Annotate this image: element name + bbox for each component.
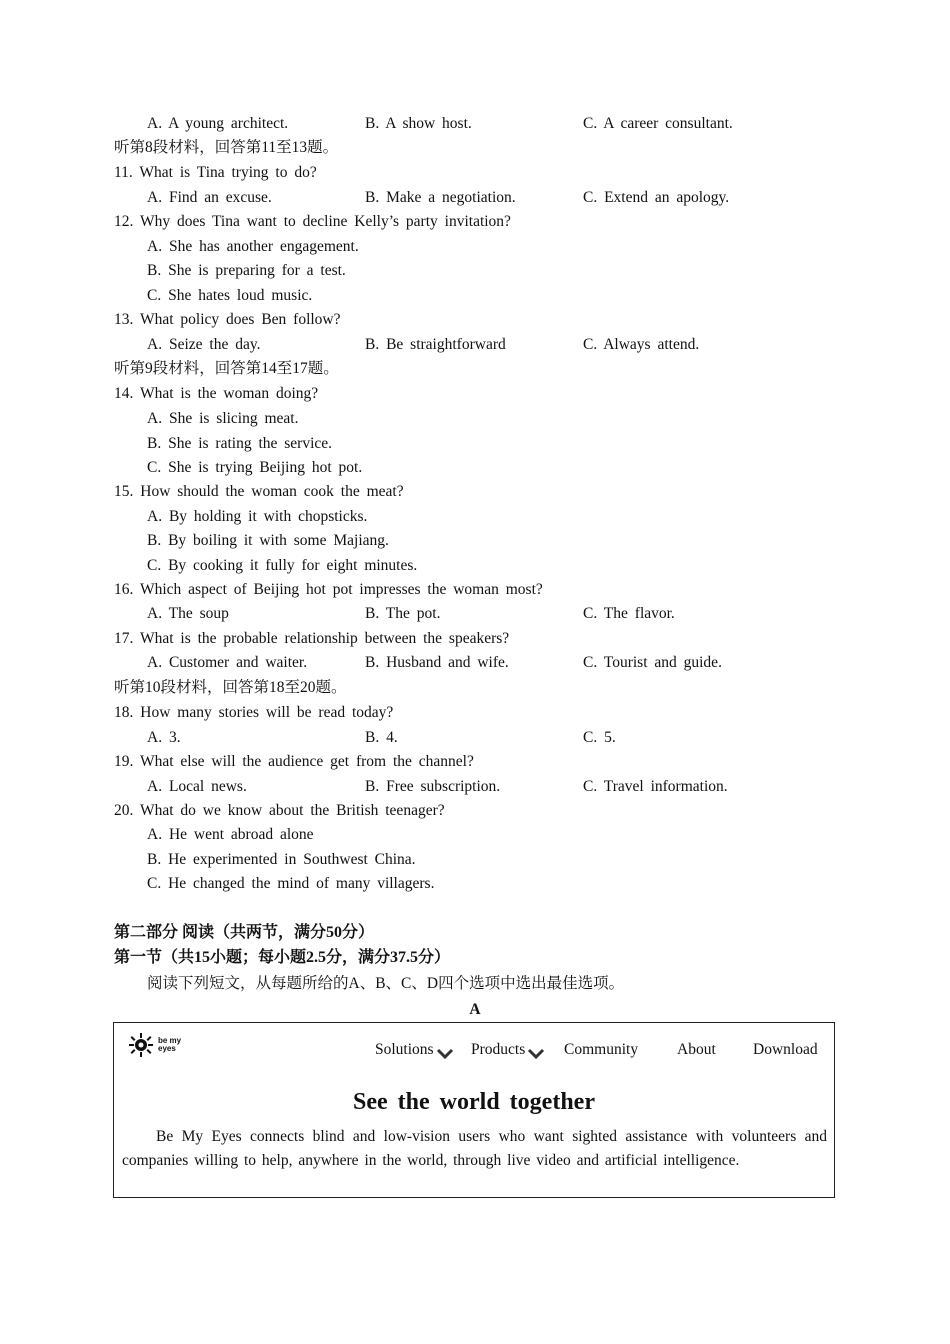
q18-option-b[interactable]: B. 4. [365, 729, 398, 746]
section-10-instruction: 听第10段材料，回答第18至20题。 [114, 679, 347, 696]
q17-option-c[interactable]: C. Tourist and guide. [583, 654, 722, 671]
q14-option-a[interactable]: A. She is slicing meat. [147, 410, 299, 427]
q20-option-b[interactable]: B. He experimented in Southwest China. [147, 851, 416, 868]
q14-stem: 14. What is the woman doing? [114, 385, 319, 402]
section-9-instruction: 听第9段材料，回答第14至17题。 [114, 360, 339, 377]
q18-option-c[interactable]: C. 5. [583, 729, 616, 746]
q15-option-b[interactable]: B. By boiling it with some Majiang. [147, 532, 389, 549]
logo-eye-icon [128, 1032, 154, 1058]
q20-option-c[interactable]: C. He changed the mind of many villagers. [147, 875, 435, 892]
q12-option-a[interactable]: A. She has another engagement. [147, 238, 359, 255]
q16-option-a[interactable]: A. The soup [147, 605, 229, 622]
q13-option-c[interactable]: C. Always attend. [583, 336, 700, 353]
q16-option-b[interactable]: B. The pot. [365, 605, 441, 622]
q17-option-b[interactable]: B. Husband and wife. [365, 654, 509, 671]
q11-stem: 11. What is Tina trying to do? [114, 164, 317, 181]
section-8-instruction: 听第8段材料，回答第11至13题。 [114, 139, 339, 156]
logo-text-line2: eyes [158, 1044, 176, 1053]
q13-option-b[interactable]: B. Be straightforward [365, 336, 506, 353]
nav-about[interactable]: About [677, 1041, 716, 1058]
q11-option-c[interactable]: C. Extend an apology. [583, 189, 730, 206]
part2-title: 第二部分 阅读（共两节，满分50分） [114, 924, 375, 941]
nav-solutions[interactable] [375, 1040, 454, 1060]
nav-download[interactable]: Download [753, 1041, 818, 1058]
q16-option-c[interactable]: C. The flavor. [583, 605, 675, 622]
logo-text-line1: be my [158, 1036, 182, 1045]
q16-stem: 16. Which aspect of Beijing hot pot impresses the woman most? [114, 581, 543, 598]
ad-box [113, 1022, 835, 1198]
q17-option-a[interactable]: A. Customer and waiter. [147, 654, 308, 671]
part2-instruction: 阅读下列短文，从每题所给的A、B、C、D四个选项中选出最佳选项。 [147, 975, 625, 992]
q20-option-a[interactable]: A. He went abroad alone [147, 826, 314, 843]
q12-option-b[interactable]: B. She is preparing for a test. [147, 262, 346, 279]
be-my-eyes-logo[interactable] [128, 1031, 181, 1059]
q18-stem: 18. How many stories will be read today? [114, 704, 394, 721]
q15-option-a[interactable]: A. By holding it with chopsticks. [147, 508, 368, 525]
chevron-down-icon [527, 1046, 545, 1060]
q19-stem: 19. What else will the audience get from the channel? [114, 753, 474, 770]
ad-title: See the world together [353, 1089, 595, 1115]
nav-community[interactable]: Community [564, 1041, 639, 1058]
q10-option-b[interactable]: B. A show host. [365, 115, 472, 132]
ad-description: Be My Eyes connects blind and low-vision users who want sighted assistance with volunteers and companies willing to help, anywhere in the world, through live video and artificial intelligence. [122, 1128, 827, 1169]
q12-stem: 12. Why does Tina want to decline Kelly’s party invitation? [114, 213, 511, 230]
q19-option-b[interactable]: B. Free subscription. [365, 778, 501, 795]
q18-option-a[interactable]: A. 3. [147, 729, 181, 746]
q19-option-a[interactable]: A. Local news. [147, 778, 247, 795]
nav-products-label: Products [471, 1041, 526, 1058]
q10-option-a[interactable]: A. A young architect. [147, 115, 289, 132]
chevron-down-icon [436, 1046, 454, 1060]
passage-label: A [469, 1001, 481, 1018]
q12-option-c[interactable]: C. She hates loud music. [147, 287, 313, 304]
q15-stem: 15. How should the woman cook the meat? [114, 483, 404, 500]
q20-stem: 20. What do we know about the British teenager? [114, 802, 445, 819]
q17-stem: 17. What is the probable relationship between the speakers? [114, 630, 510, 647]
q11-option-a[interactable]: A. Find an excuse. [147, 189, 272, 206]
q14-option-b[interactable]: B. She is rating the service. [147, 435, 333, 452]
nav-products[interactable] [471, 1040, 545, 1060]
q13-option-a[interactable]: A. Seize the day. [147, 336, 261, 353]
q14-option-c[interactable]: C. She is trying Beijing hot pot. [147, 459, 363, 476]
q15-option-c[interactable]: C. By cooking it fully for eight minutes. [147, 557, 418, 574]
nav-solutions-label: Solutions [375, 1041, 434, 1058]
q19-option-c[interactable]: C. Travel information. [583, 778, 728, 795]
q11-option-b[interactable]: B. Make a negotiation. [365, 189, 516, 206]
logo-text [158, 1037, 181, 1053]
part2-section1-title: 第一节（共15小题；每小题2.5分，满分37.5分） [114, 949, 451, 966]
q13-stem: 13. What policy does Ben follow? [114, 311, 341, 328]
q10-option-c[interactable]: C. A career consultant. [583, 115, 733, 132]
